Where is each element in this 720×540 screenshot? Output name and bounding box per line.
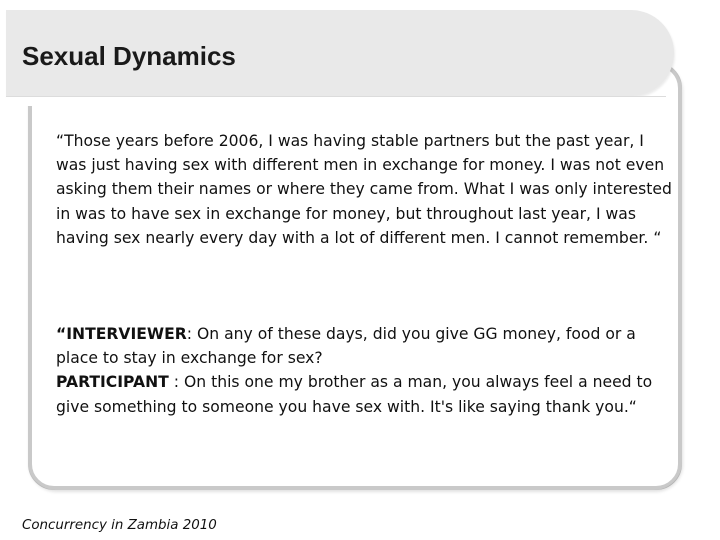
participant-answer: On this one my brother as a man, you always feel a need to give something to someone you have sex with. It's like saying thank you.“ xyxy=(56,373,653,416)
footer-source: Concurrency in Zambia 2010 xyxy=(22,518,217,533)
participant-label: PARTICIPANT xyxy=(56,373,169,392)
participant-separator: : xyxy=(168,373,184,392)
title-underline xyxy=(6,96,666,106)
interviewer-label: “INTERVIEWER xyxy=(56,325,187,343)
interviewer-separator: : xyxy=(186,325,197,343)
interviewer-question: On any of these days, did you give GG money, food or a place to stay in exchange for sex? xyxy=(56,325,636,368)
content-frame xyxy=(28,62,682,490)
interview-excerpt xyxy=(56,322,676,419)
participant-quote: “Those years before 2006, I was having stable partners but the past year, I was just having sex with different men in exchange for money. I was not even asking them their names or where they came from. What I was only interested in was to have sex in exchange for money, but throughout last year, I was having sex nearly every day with a lot of different men. I cannot remember. “ xyxy=(56,132,672,247)
slide-title: Sexual Dynamics xyxy=(22,41,236,71)
